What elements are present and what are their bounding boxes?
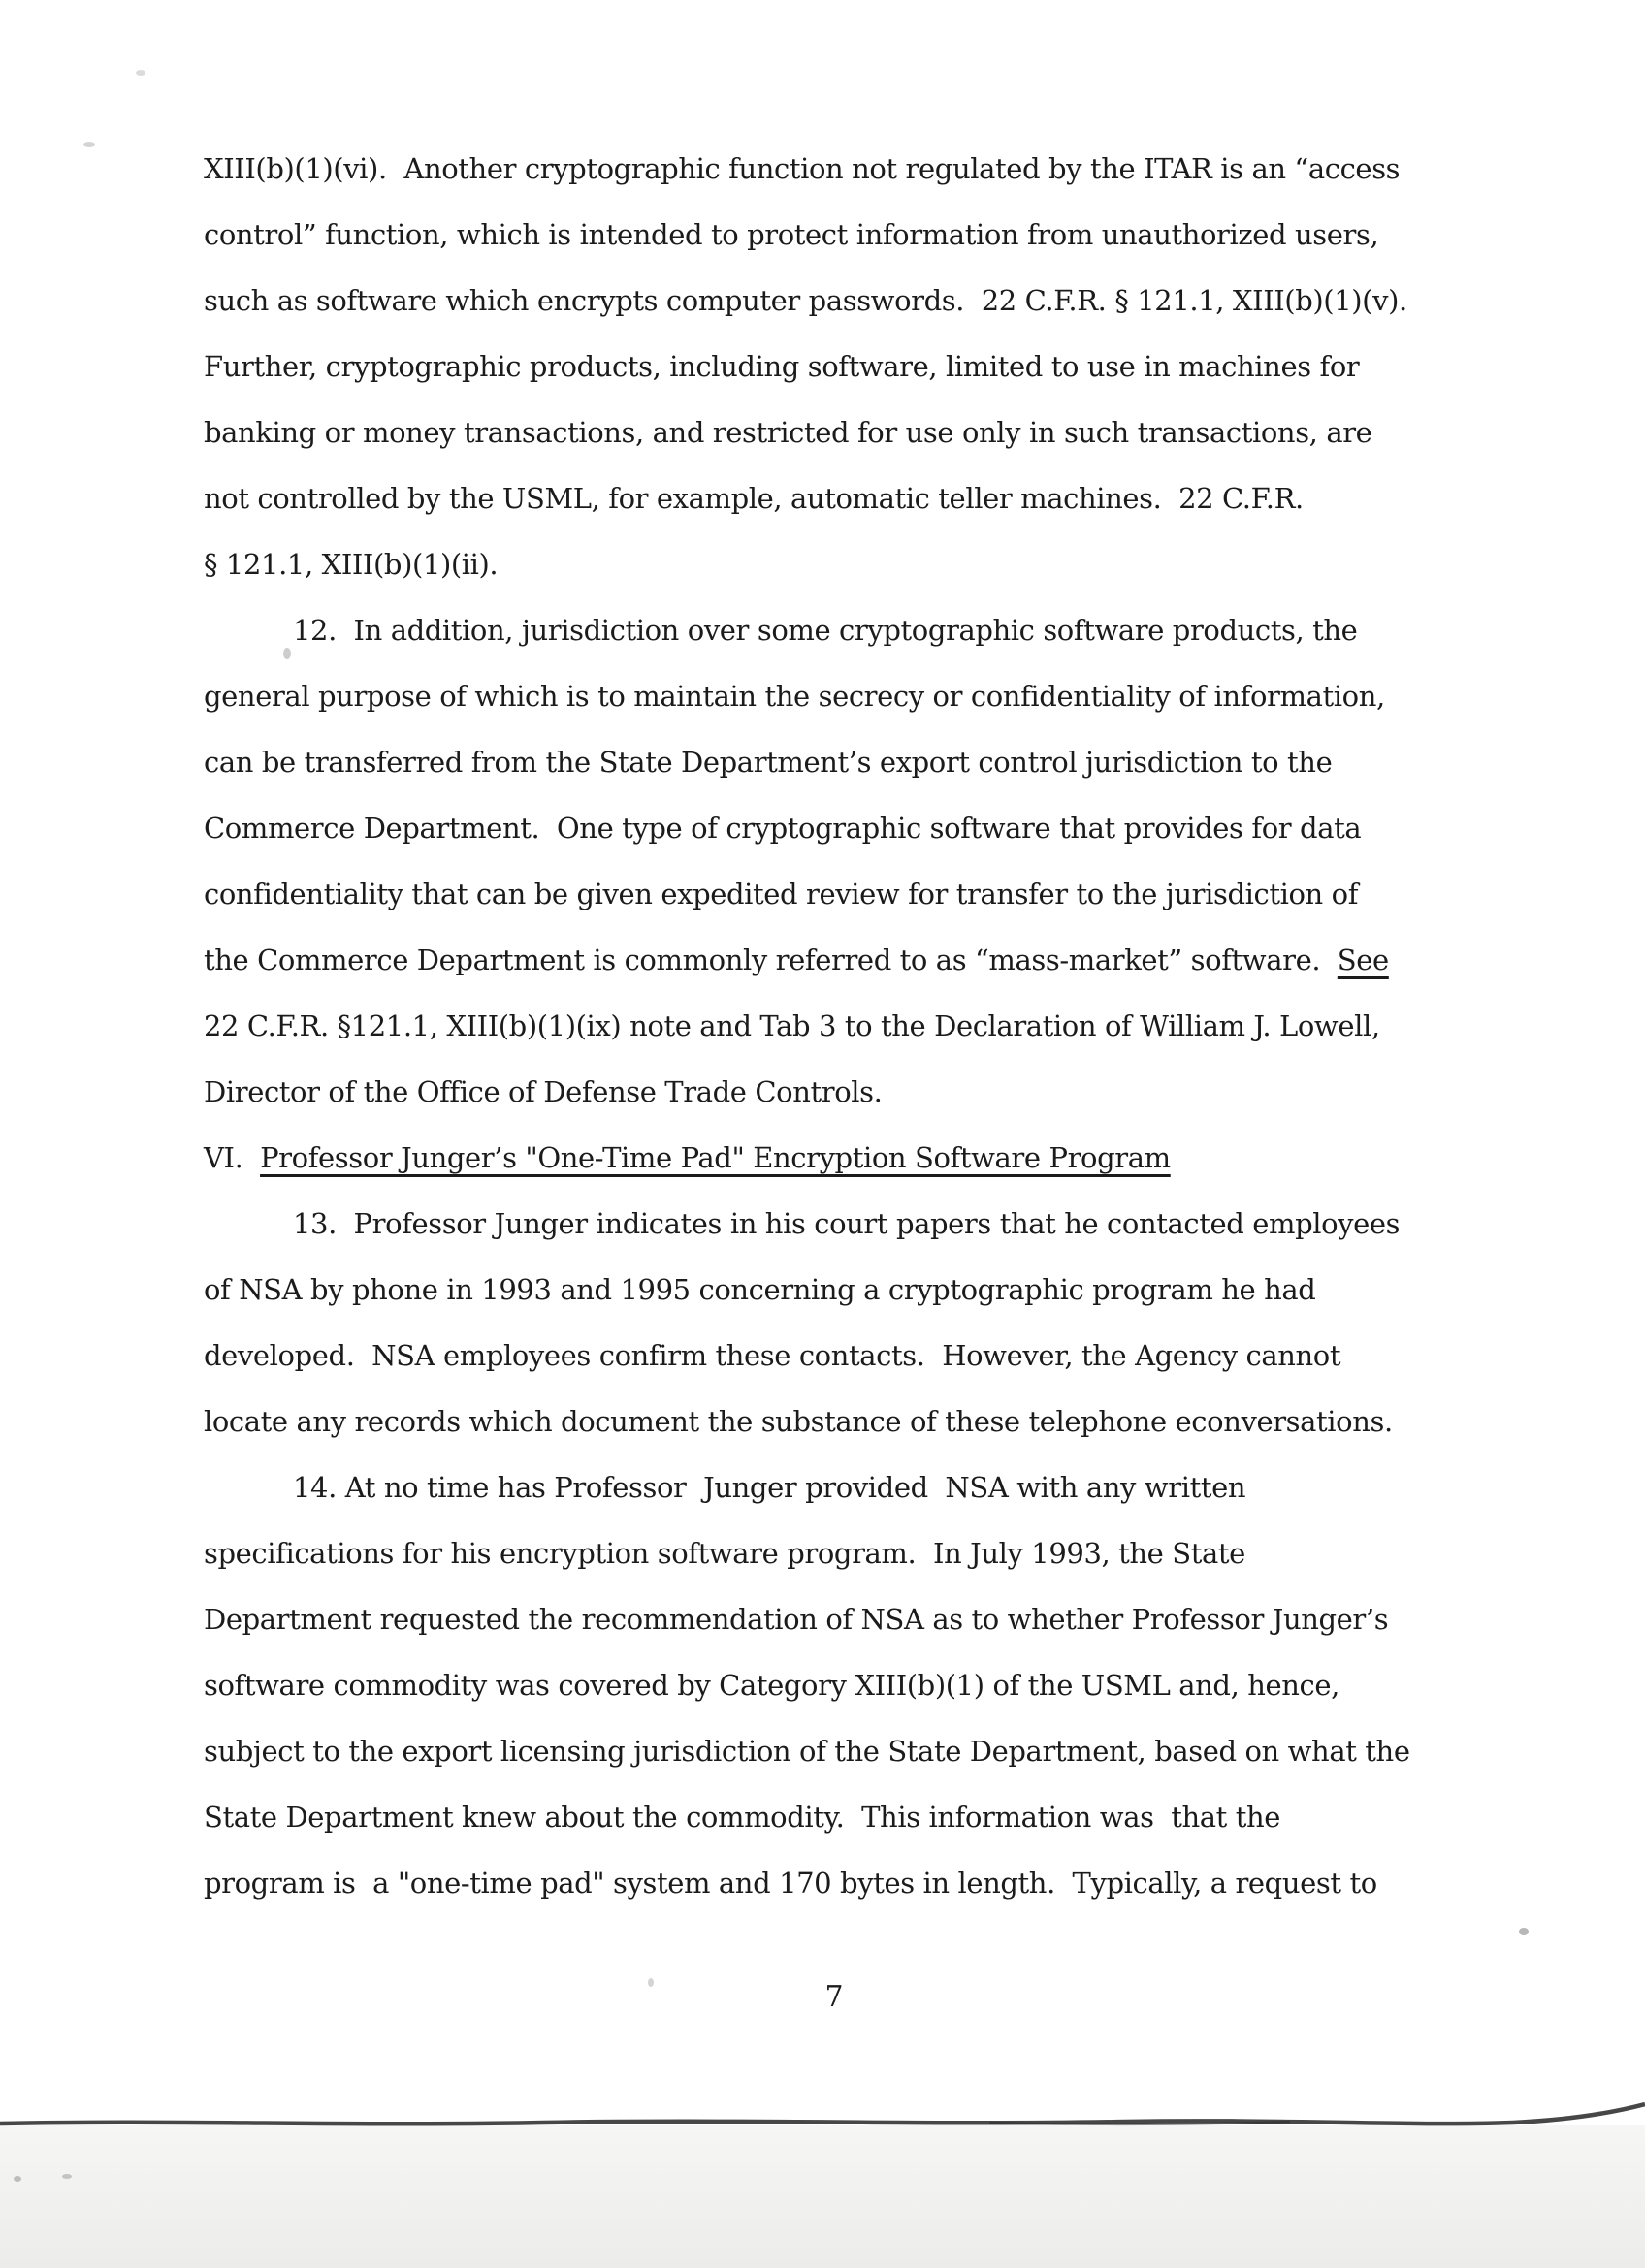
text-segment: State Department knew about the commodity. This information was that the [204,1801,1280,1834]
text-segment: subject to the export licensing jurisdiction of the State Department, based on what the [204,1735,1410,1768]
text-line [204,729,1513,795]
text-line [204,993,1513,1059]
text-segment: Professor Junger’s "One-Time Pad" Encryption Software Program [260,1141,1171,1174]
text-segment: program is a "one-time pad" system and 170 bytes in length. Typically, a request to [204,1867,1377,1900]
text-segment: VI. [204,1141,261,1174]
text-line [204,795,1513,861]
text-line [204,597,1513,663]
text-line [204,1784,1513,1850]
text-segment: locate any records which document the substance of these telephone econversations. [204,1405,1393,1438]
text-segment: specifications for his encryption software program. In July 1993, the State [204,1537,1245,1570]
text-line [204,531,1513,597]
text-line [204,861,1513,927]
text-segment: 14. At no time has Professor Junger provided NSA with any written [293,1471,1246,1504]
text-line [204,465,1513,531]
body-text [204,136,1513,1916]
text-line [204,268,1513,334]
text-line [204,1191,1513,1257]
text-line [204,1389,1513,1454]
text-segment: can be transferred from the State Department’s export control jurisdiction to the [204,746,1333,779]
text-line [204,1520,1513,1586]
text-segment: control” function, which is intended to protect information from unauthorized users, [204,218,1379,251]
text-segment: the Commerce Department is commonly referred to as “mass-market” software. [204,943,1338,976]
text-line [204,1652,1513,1718]
text-segment: of NSA by phone in 1993 and 1995 concerning a cryptographic program he had [204,1273,1316,1306]
text-segment: Commerce Department. One type of cryptographic software that provides for data [204,812,1362,845]
text-line [204,334,1513,399]
scan-speck [62,2174,72,2179]
text-line [204,1586,1513,1652]
text-line [204,1323,1513,1389]
text-line [204,1257,1513,1323]
scan-speck [283,648,291,659]
text-line [204,1454,1513,1520]
text-segment: 13. Professor Junger indicates in his court papers that he contacted employees [293,1207,1401,1240]
scan-speck [648,1978,654,1987]
text-segment: Director of the Office of Defense Trade Controls. [204,1075,883,1108]
text-line [204,202,1513,268]
text-segment: XIII(b)(1)(vi). Another cryptographic function not regulated by the ITAR is an “access [204,152,1401,185]
text-segment: general purpose of which is to maintain the secrecy or confidentiality of information, [204,680,1385,713]
text-segment: not controlled by the USML, for example, automatic teller machines. 22 C.F.R. [204,482,1304,515]
text-line [204,927,1513,993]
text-line [204,663,1513,729]
text-segment: 12. In addition, jurisdiction over some cryptographic software products, the [293,614,1358,647]
text-segment: banking or money transactions, and restricted for use only in such transactions, are [204,416,1372,449]
text-segment: such as software which encrypts computer passwords. 22 C.F.R. § 121.1, XIII(b)(1)(v). [204,284,1407,317]
text-line [204,1718,1513,1784]
text-segment: Department requested the recommendation of NSA as to whether Professor Junger’s [204,1603,1389,1636]
text-segment: 22 C.F.R. §121.1, XIII(b)(1)(ix) note and Tab 3 to the Declaration of William J. Lowell, [204,1009,1380,1042]
scan-speck [1519,1928,1529,1935]
text-segment: developed. NSA employees confirm these contacts. However, the Agency cannot [204,1339,1341,1372]
scan-speck [136,70,145,76]
text-segment: Further, cryptographic products, including software, limited to use in machines for [204,350,1360,383]
text-line [204,136,1513,202]
text-line [204,1850,1513,1916]
text-line [204,1059,1513,1125]
scan-edge-band [0,2125,1645,2268]
section-heading [204,1125,1513,1191]
text-segment: § 121.1, XIII(b)(1)(ii). [204,548,499,581]
text-segment: See [1337,943,1389,976]
scan-speck [83,142,95,147]
text-segment: software commodity was covered by Category XIII(b)(1) of the USML and, hence, [204,1669,1339,1702]
text-segment: confidentiality that can be given expedited review for transfer to the jurisdiction of [204,878,1359,910]
page-number: 7 [824,1980,844,2014]
text-line [204,399,1513,465]
scan-speck [14,2176,21,2182]
